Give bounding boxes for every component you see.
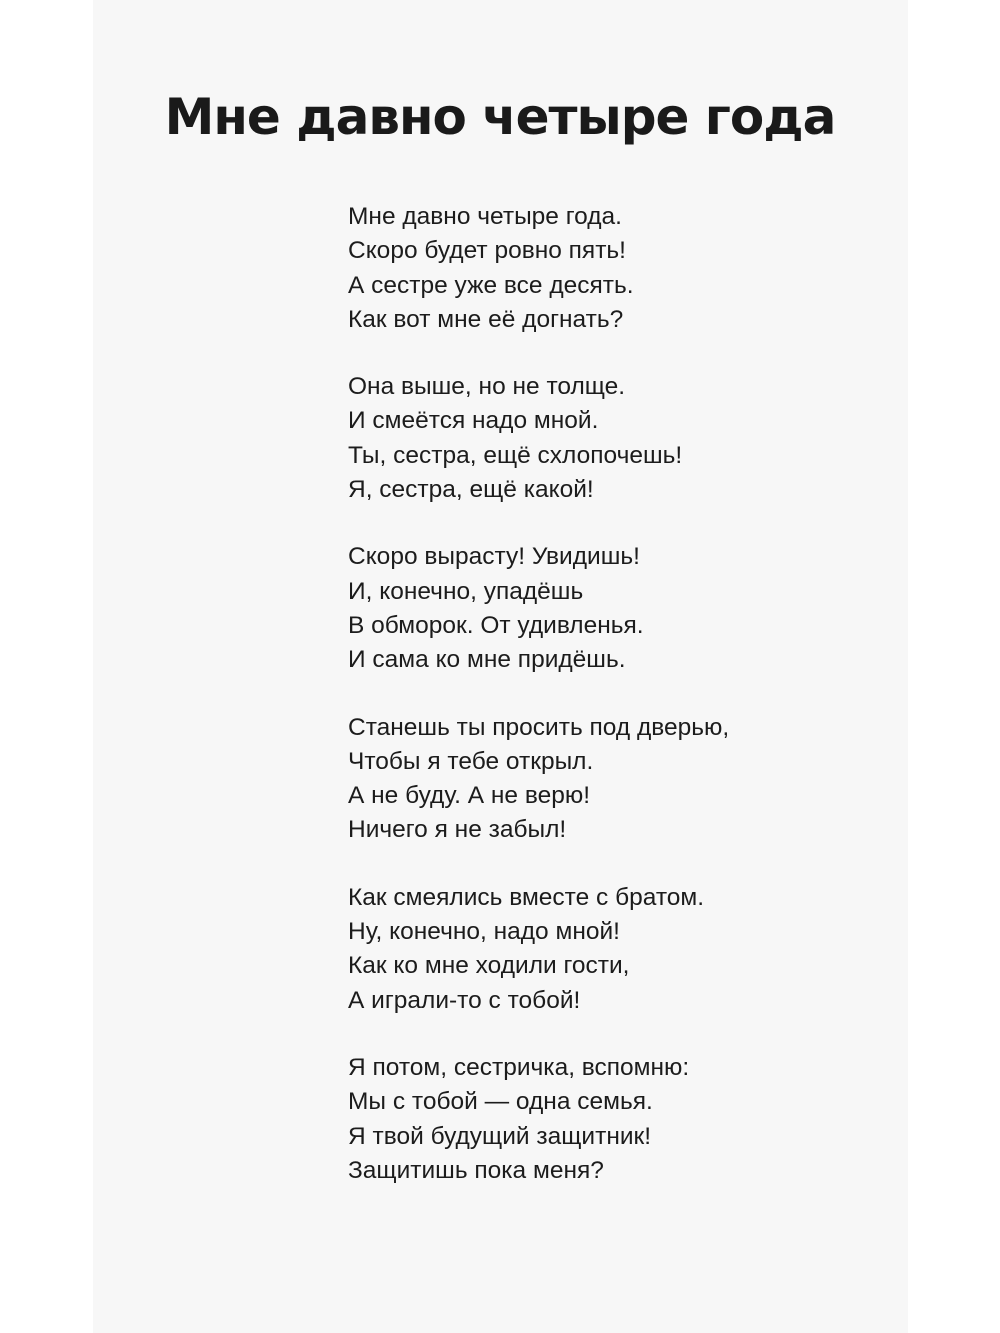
poem-line: В обморок. От удивленья. <box>348 611 644 639</box>
poem-line: И сама ко мне придёшь. <box>348 646 626 674</box>
poem-line: Скоро будет ровно пять! <box>348 237 626 265</box>
stanza <box>348 540 908 677</box>
poem-line: Как смеялись вместе с братом. <box>348 883 705 911</box>
poem-title: Мне давно четыре года <box>164 88 836 146</box>
poem-line: А играли-то с тобой! <box>348 986 581 1014</box>
poem-line: Станешь ты просить под дверью, <box>348 713 730 741</box>
poem-line: И смеётся надо мной. <box>348 407 599 435</box>
poem-line: Защитишь пока меня? <box>348 1156 604 1184</box>
poem-line: Ну, конечно, надо мной! <box>348 918 620 946</box>
poem-line: Скоро вырасту! Увидишь! <box>348 543 640 571</box>
poem-line: Ничего я не забыл! <box>348 816 567 844</box>
poem-line: Мне давно четыре года. <box>348 203 622 230</box>
stanza <box>348 200 908 337</box>
poem-line: И, конечно, упадёшь <box>348 577 584 605</box>
stanza <box>348 881 908 1018</box>
poem-line: Я твой будущий защитник! <box>348 1122 652 1150</box>
poem-line: Как вот мне её догнать? <box>348 305 624 333</box>
poem-line: Как ко мне ходили гости, <box>348 952 630 980</box>
poem-body <box>348 200 908 1221</box>
stanza <box>348 370 908 507</box>
stanza <box>348 1051 908 1188</box>
poem-line: Ты, сестра, ещё схлопочешь! <box>348 441 683 469</box>
poem-line: А сестре уже все десять. <box>348 271 634 299</box>
stanza <box>348 711 908 848</box>
poem-line: Чтобы я тебе открыл. <box>348 747 594 775</box>
poem-line: А не буду. А не верю! <box>348 782 591 810</box>
poem-line: Я, сестра, ещё какой! <box>348 476 594 504</box>
poem-line: Она выше, но не толще. <box>348 373 626 401</box>
poem-line: Я потом, сестричка, вспомню: <box>348 1053 690 1081</box>
poem-line: Мы с тобой — одна семья. <box>348 1088 653 1116</box>
